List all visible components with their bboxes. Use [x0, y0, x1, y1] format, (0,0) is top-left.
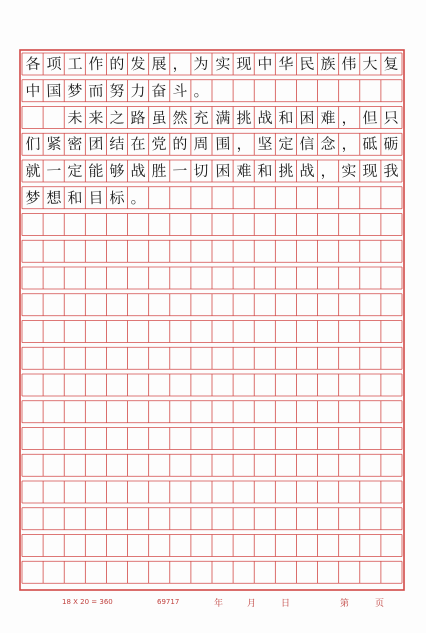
handwritten-char: 。 — [193, 81, 210, 101]
handwritten-char: 民 — [299, 54, 315, 74]
grid-row — [22, 294, 402, 316]
handwritten-char: 和 — [66, 188, 83, 208]
handwritten-char: 但 — [362, 108, 379, 127]
handwritten-char: 和 — [256, 161, 273, 181]
handwritten-char: 来 — [88, 108, 104, 127]
handwritten-char: 砺 — [383, 134, 400, 154]
handwritten-char: 胜 — [151, 161, 167, 181]
handwritten-char: 实 — [214, 54, 231, 74]
handwritten-char: 奋 — [151, 81, 167, 101]
handwritten-char: 中 — [256, 54, 273, 74]
handwritten-char: 能 — [88, 161, 104, 181]
handwritten-char: 之 — [109, 108, 125, 127]
handwritten-char: 我 — [383, 161, 400, 181]
grid-spec-label: 18 X 20 = 360 — [62, 598, 113, 606]
month-label: 月 — [247, 599, 257, 609]
handwritten-char: 发 — [130, 54, 146, 74]
handwritten-char: ， — [341, 108, 357, 127]
grid-row — [22, 267, 402, 289]
handwritten-char: 砥 — [362, 134, 379, 154]
grid-row — [22, 214, 402, 236]
handwritten-char: 只 — [383, 108, 400, 127]
handwritten-char: 满 — [214, 108, 231, 127]
handwritten-char: 斗 — [172, 81, 189, 101]
handwritten-char: 挑 — [235, 108, 252, 127]
handwritten-char: 工 — [66, 54, 83, 74]
handwritten-char: 现 — [235, 54, 252, 74]
handwritten-char: 困 — [214, 161, 231, 181]
year-label: 年 — [214, 599, 224, 609]
grid-row — [22, 374, 402, 396]
handwritten-char: 定 — [278, 134, 294, 154]
handwritten-char: 密 — [66, 134, 83, 154]
handwritten-char: 梦 — [24, 188, 41, 208]
handwritten-char: 虽 — [151, 108, 167, 127]
grid-row — [22, 347, 402, 369]
handwritten-char: 切 — [193, 161, 210, 181]
page-suffix-label: 页 — [375, 599, 385, 609]
handwritten-char: 周 — [193, 134, 210, 154]
handwritten-char: 充 — [193, 108, 210, 127]
handwritten-char: 战 — [130, 161, 146, 181]
handwritten-char: 目 — [88, 188, 104, 208]
handwritten-char: 的 — [109, 54, 125, 74]
handwritten-char: 展 — [151, 54, 167, 74]
handwritten-char: 作 — [88, 54, 104, 74]
handwritten-char: 然 — [172, 108, 189, 127]
handwritten-char: 现 — [362, 161, 379, 181]
handwritten-char: 坚 — [256, 134, 273, 154]
handwritten-char: 和 — [278, 108, 294, 127]
handwritten-char: 难 — [320, 108, 336, 127]
handwritten-char: 紧 — [45, 134, 62, 154]
handwritten-char: ， — [320, 161, 336, 181]
handwritten-char: 难 — [235, 161, 252, 181]
grid-row — [22, 508, 402, 530]
handwritten-char: 梦 — [66, 81, 83, 101]
handwritten-char: 各 — [24, 54, 41, 74]
grid-row — [22, 535, 402, 557]
handwritten-char: 标 — [109, 188, 125, 208]
handwritten-char: ， — [172, 54, 189, 74]
handwritten-char: 未 — [66, 108, 83, 127]
handwritten-char: 的 — [172, 134, 189, 154]
handwritten-char: 国 — [45, 81, 62, 101]
grid-row — [22, 561, 402, 583]
handwritten-char: 而 — [88, 81, 104, 101]
handwritten-char: 就 — [24, 161, 41, 181]
handwritten-char: 结 — [109, 134, 125, 154]
handwritten-char: 为 — [193, 54, 210, 74]
handwritten-char: 们 — [24, 134, 41, 154]
handwritten-char: 围 — [214, 134, 231, 154]
handwritten-char: 困 — [299, 108, 315, 127]
handwritten-char: 一 — [45, 161, 62, 181]
handwritten-char: 战 — [256, 108, 273, 127]
handwritten-char: 复 — [383, 54, 400, 74]
handwritten-char: 党 — [151, 134, 167, 154]
handwritten-char: 华 — [278, 54, 294, 74]
handwritten-char: 路 — [130, 108, 146, 127]
handwritten-char: 够 — [109, 161, 125, 181]
handwritten-char: 大 — [362, 54, 379, 74]
handwritten-char: 挑 — [278, 161, 294, 181]
page-prefix-label: 第 — [340, 599, 350, 609]
handwritten-char: 中 — [24, 81, 41, 101]
grid-row — [22, 240, 402, 262]
handwritten-char: 战 — [299, 161, 315, 181]
handwritten-char: 。 — [130, 188, 146, 208]
handwritten-char: 努 — [109, 81, 125, 101]
handwritten-char: 项 — [45, 54, 62, 74]
day-label: 日 — [281, 599, 291, 609]
handwritten-char: 定 — [66, 161, 83, 181]
sheet-code-label: 69717 — [157, 598, 180, 606]
grid-row — [22, 481, 402, 503]
handwritten-char: 族 — [320, 54, 336, 74]
handwritten-char: 在 — [130, 134, 146, 154]
handwritten-char: ， — [235, 134, 252, 154]
handwritten-char: 想 — [45, 188, 62, 208]
grid-row — [22, 401, 402, 423]
handwritten-char: 实 — [341, 161, 357, 181]
handwritten-char: 伟 — [341, 54, 357, 74]
grid-row — [22, 428, 402, 450]
handwritten-char: ， — [341, 134, 357, 154]
handwritten-char: 信 — [299, 134, 315, 154]
grid-row — [22, 454, 402, 476]
handwritten-char: 念 — [320, 134, 336, 154]
handwritten-char: 团 — [88, 134, 104, 154]
grid-row — [22, 321, 402, 343]
handwritten-char: 力 — [130, 81, 146, 101]
handwritten-char: 一 — [172, 161, 189, 181]
